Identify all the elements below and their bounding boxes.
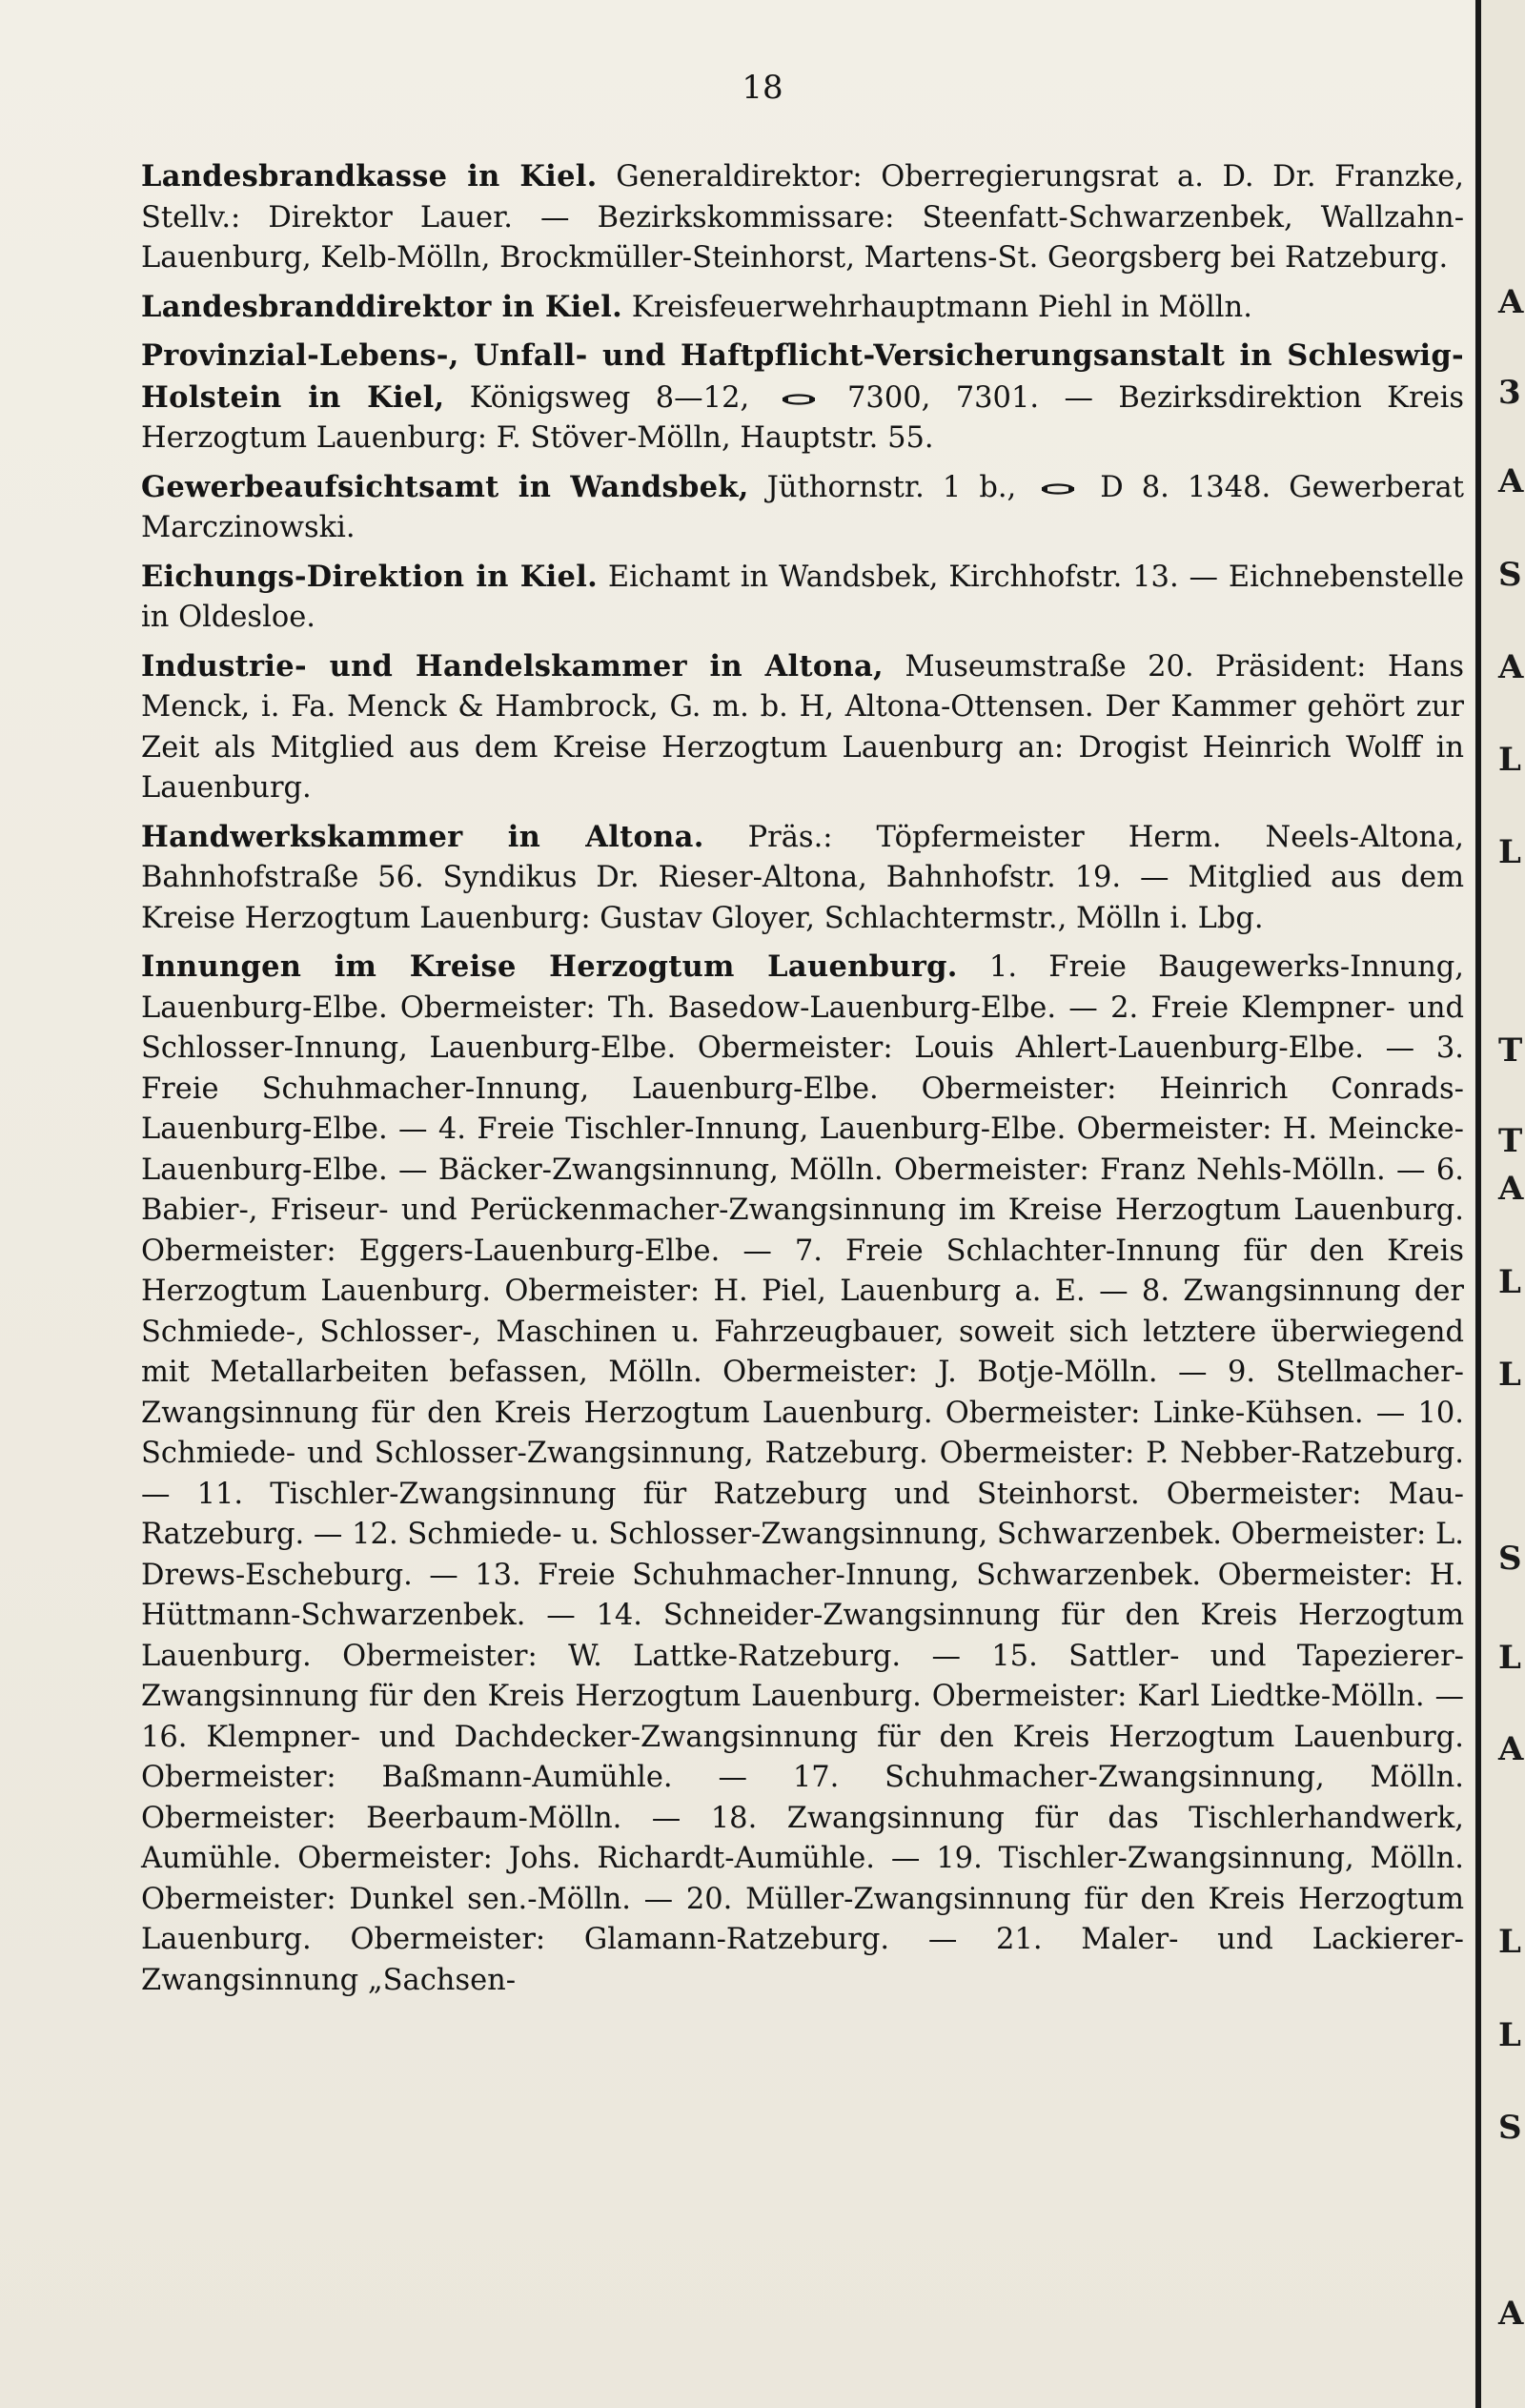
bleed-letter: 3 <box>1498 374 1521 412</box>
entry-gewerbeaufsichtsamt <box>141 467 1464 549</box>
bleed-letter: L <box>1498 1639 1521 1677</box>
entry-title: Gewerbeaufsichtsamt in Wandsbek, <box>141 469 749 504</box>
entry-title: Handwerkskammer in Altona. <box>141 819 704 854</box>
bleed-letter: L <box>1498 2016 1521 2054</box>
bleed-letter: L <box>1498 833 1521 871</box>
bleed-letter: A <box>1498 1730 1524 1768</box>
bleed-letter: S <box>1498 556 1522 594</box>
bleed-letter: A <box>1498 1170 1524 1208</box>
entry-handwerkskammer <box>141 817 1464 940</box>
entry-title: Landesbrandkasse in Kiel. <box>141 159 598 194</box>
entry-body: Eichamt in Wandsbek, Kirchhofstr. 13. — Eichnebenstelle in Oldesloe. <box>141 560 1464 634</box>
bleed-letter: T <box>1498 1031 1523 1070</box>
entry-body: Königsweg 8—12, <box>469 380 750 415</box>
entry-title: Provinzial-Lebens-, Unfall- und Haftpflicht-Versicherungsanstalt in Schleswig-Holstein in Kiel, <box>141 338 1464 415</box>
entry-handelskammer <box>141 646 1464 809</box>
entry-body: Kreisfeuerwehrhauptmann Piehl in Mölln. <box>631 290 1252 324</box>
bleed-letter: A <box>1498 283 1524 321</box>
entry-body: 1. Freie Baugewerks-Innung, Lauenburg-Elbe. Obermeister: Th. Basedow-Lauenburg-Elbe. — 2. Freie Klempner- und Schlosser-Innung, Lauenburg-Elbe. Obermeister: Louis Ahlert-Lauenburg-Elbe. — 3. Freie Schuhmacher-Innung, Lauenburg-Elbe. Obermeister: Heinrich Conrads-Lauenburg-Elbe. — 4. Freie Tischler-Innung, Lauenburg-Elbe. Obermeister: H. Meincke-Lauenburg-Elbe. — Bäcker-Zwangsinnung, Mölln. Obermeister: Franz Nehls-Mölln. — 6. Babier-, Friseur- und Perückenmacher-Zwangsinnung im Kreise Herzogtum Lauenburg. Obermeister: Eggers-Lauenburg-Elbe. — 7. Freie Schlachter-Innung für den Kreis Herzogtum Lauenburg. Obermeister: H. Piel, Lauenburg a. E. — 8. Zwangsinnung der Schmiede-, Schlosser-, Maschinen u. Fahrzeugbauer, soweit sich letztere überwiegend mit Metallarbeiten befassen, Mölln. Obermeister: J. Botje-Mölln. — 9. Stellmacher-Zwangsinnung für den Kreis Herzogtum Lauenburg. Obermeister: Linke-Kühsen. — 10. Schmiede- und Schlosser-Zwangsinnung, Ratzeburg. Obermeister: P. Nebber-Ratzeburg. — 11. Tischler-Zwangsinnung für Ratzeburg und Steinhorst. Obermeister: Mau-Ratzeburg. — 12. Schmiede- u. Schlosser-Zwangsinnung, Schwarzenbek. Obermeister: L. Drews-Escheburg. — 13. Freie Schuhmacher-Innung, Schwarzenbek. Obermeister: H. Hüttmann-Schwarzenbek. — 14. Schneider-Zwangsinnung für den Kreis Herzogtum Lauenburg. Obermeister: W. Lattke-Ratzeburg. — 15. Sattler- und Tapezierer-Zwangsinnung für den Kreis Herzogtum Lauenburg. Obermeister: Karl Liedtke-Mölln. — 16. Klempner- und Dachdecker-Zwangsinnung für den Kreis Herzogtum Lauenburg. Obermeister: Baßmann-Aumühle. — 17. Schuhmacher-Zwangsinnung, Mölln. Obermeister: Beerbaum-Mölln. — 18. Zwangsinnung für das Tischlerhandwerk, Aumühle. Obermeister: Johs. Richardt-Aumühle. — 19. Tischler-Zwangsinnung, Mölln. Obermeister: Dunkel sen.-Mölln. — 20. Müller-Zwangsinnung für den Kreis Herzogtum Lauenburg. Obermeister: Glamann-Ratzeburg. — 21. Maler- und Lackierer-Zwangsinnung „Sachsen- <box>141 950 1464 1997</box>
entry-body: D 8. 1348. Gewerberat Marczinowski. <box>141 470 1464 544</box>
telephone-icon <box>1040 482 1076 496</box>
telephone-icon <box>781 393 817 406</box>
entry-title: Landesbranddirektor in Kiel. <box>141 289 623 324</box>
entry-provinzial-versicherung <box>141 336 1464 459</box>
bleed-letter: S <box>1498 1540 1522 1578</box>
entry-title: Innungen im Kreise Herzogtum Lauenburg. <box>141 949 958 984</box>
entry-eichungs-direktion <box>141 557 1464 639</box>
bleed-letter: L <box>1498 741 1521 779</box>
bleed-letter: A <box>1498 648 1524 686</box>
bleed-letter: L <box>1498 1356 1521 1394</box>
bleed-letter: S <box>1498 2109 1522 2147</box>
bleed-letter: L <box>1498 1923 1521 1961</box>
bleed-letter: L <box>1498 1263 1521 1301</box>
page-number: 18 <box>742 69 783 107</box>
bleed-letter: A <box>1498 462 1524 500</box>
entry-landesbranddirektor <box>141 287 1464 329</box>
entry-body: Jüthornstr. 1 b., <box>766 470 1017 504</box>
bleed-letter: T <box>1498 1122 1523 1160</box>
bleed-letter: A <box>1498 2295 1524 2333</box>
page-gutter <box>1475 0 1481 2408</box>
entry-landesbrandkasse <box>141 156 1464 279</box>
entry-body: Präs.: Töpfermeister Herm. Neels-Altona, Bahnhofstraße 56. Syndikus Dr. Rieser-Altona, Bahnhofstr. 19. — Mitglied aus dem Kreise Herzogtum Lauenburg: Gustav Gloyer, Schlachtermstr., Mölln i. Lbg. <box>141 820 1464 935</box>
entry-body: Museumstraße 20. Präsident: Hans Menck, i. Fa. Menck & Hambrock, G. m. b. H, Altona-Ottensen. Der Kammer gehört zur Zeit als Mitglied aus dem Kreise Herzogtum Lauenburg an: Drogist Heinrich Wolff in Lauenburg. <box>141 649 1464 805</box>
entry-innungen <box>141 947 1464 2001</box>
entry-title: Industrie- und Handelskammer in Altona, <box>141 648 884 684</box>
directory-text <box>141 156 1464 2009</box>
entry-body: Generaldirektor: Oberregierungsrat a. D. Dr. Franzke, Stellv.: Direktor Lauer. — Bezirkskommissare: Steenfatt-Schwarzenbek, Wallzahn-Lauenburg, Kelb-Mölln, Brockmüller-Steinhorst, Martens-St. Georgsberg bei Ratzeburg. <box>141 160 1464 275</box>
entry-body: 7300, 7301. — Bezirksdirektion Kreis Herzogtum Lauenburg: F. Stöver-Mölln, Hauptstr. 55. <box>141 380 1464 455</box>
entry-title: Eichungs-Direktion in Kiel. <box>141 559 599 594</box>
